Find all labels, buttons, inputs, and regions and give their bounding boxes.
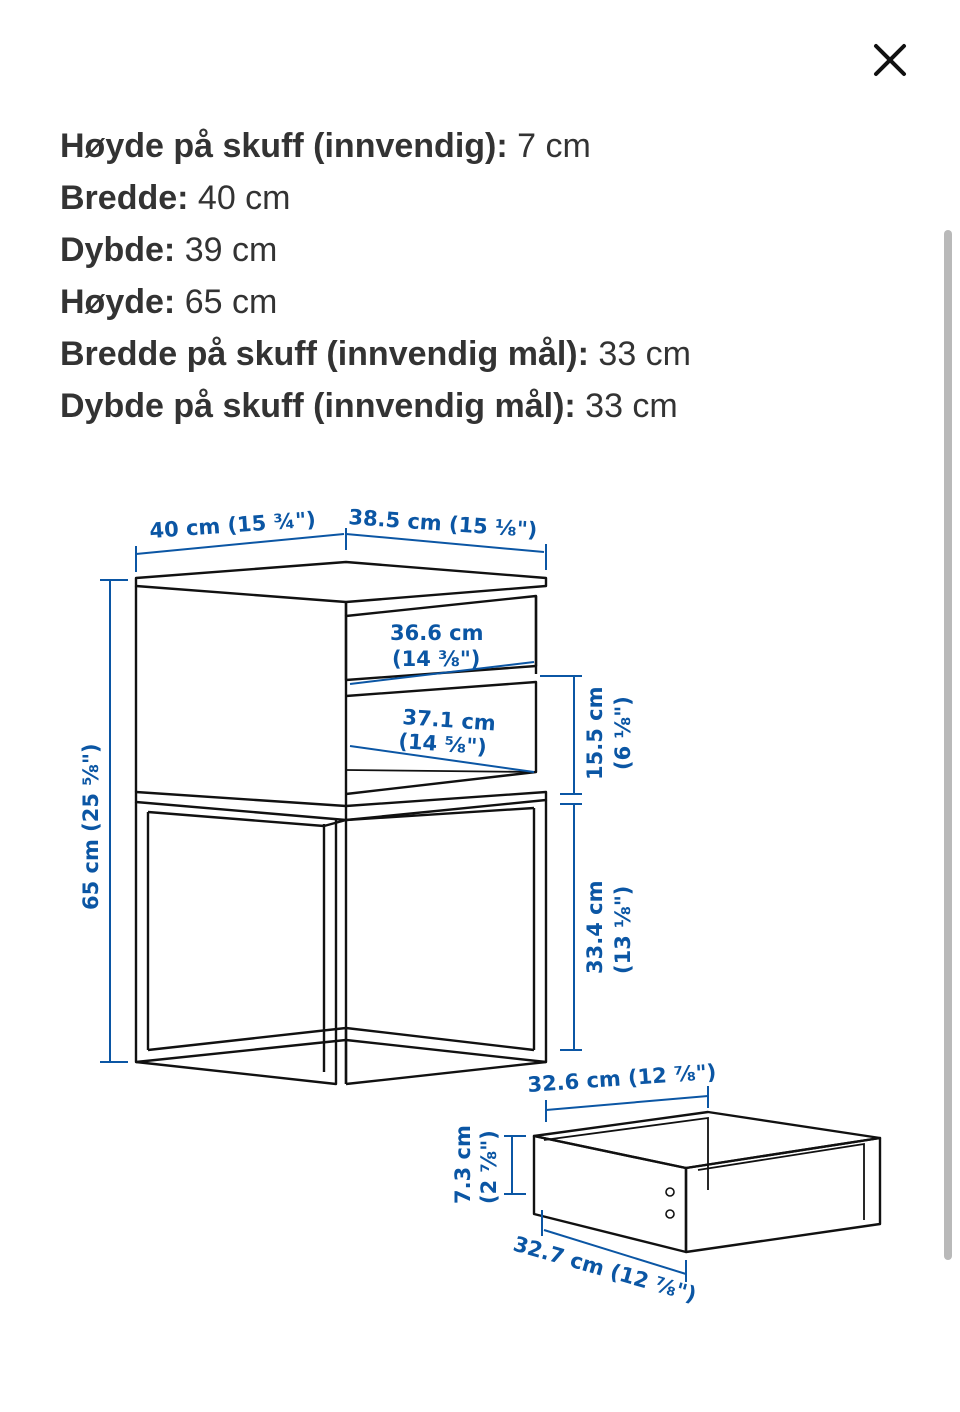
spec-row [60, 172, 920, 224]
spec-value: 65 cm [184, 283, 278, 321]
spec-label: Dybde på skuff (innvendig mål): [60, 387, 576, 425]
spec-value: 33 cm [585, 387, 678, 425]
cabinet-top [136, 562, 546, 602]
spec-value: 40 cm [197, 179, 291, 217]
close-icon [873, 43, 907, 77]
spec-value: 33 cm [598, 335, 691, 373]
spec-row [60, 328, 920, 380]
drawer-box-front [686, 1138, 880, 1252]
spec-value: 39 cm [184, 231, 278, 269]
spec-label: Dybde: [60, 231, 176, 269]
dim-drawer-box-height-in: (2 ⅞") [477, 1130, 501, 1204]
spec-label: Høyde på skuff (innvendig): [60, 127, 508, 165]
dim-open-height-in: (13 ⅛") [611, 885, 635, 974]
dim-top-width: 40 cm (15 ¾") [148, 507, 317, 543]
frame-front-left [136, 802, 336, 1084]
spec-label: Bredde på skuff (innvendig mål): [60, 335, 589, 373]
spec-value: 7 cm [517, 127, 591, 165]
spec-label: Høyde: [60, 283, 176, 321]
screw-icon [666, 1210, 674, 1218]
dim-height: 65 cm (25 ⅝") [79, 743, 103, 910]
spec-row [60, 380, 920, 432]
dim-drawer-height-in: (6 ⅛") [611, 696, 635, 770]
dim-shelf-width-in: (14 ⅝") [397, 729, 488, 760]
dim-top-depth: 38.5 cm (15 ⅛") [347, 505, 539, 543]
arrow-drawer-box-width [546, 1096, 708, 1110]
dim-open-height-cm: 33.4 cm [583, 880, 607, 974]
dim-drawer-box-width: 32.6 cm (12 ⅞") [526, 1059, 718, 1097]
dim-drawer-box-depth: 32.7 cm (12 ⅞") [510, 1231, 700, 1307]
drawer-box-top [534, 1112, 880, 1168]
dim-drawer-width-in: (14 ⅜") [392, 647, 481, 671]
close-button[interactable] [866, 36, 914, 84]
specs-list [60, 120, 920, 432]
dim-shelf-width-cm: 37.1 cm [401, 705, 497, 736]
spec-label: Bredde: [60, 179, 189, 217]
screw-icon [666, 1188, 674, 1196]
spec-row [60, 276, 920, 328]
spec-row [60, 120, 920, 172]
dim-drawer-width-cm: 36.6 cm [390, 621, 484, 645]
dim-drawer-height-cm: 15.5 cm [583, 686, 607, 780]
dimension-diagram [0, 480, 960, 1340]
dim-drawer-box-height-cm: 7.3 cm [451, 1125, 475, 1204]
spec-row [60, 224, 920, 276]
